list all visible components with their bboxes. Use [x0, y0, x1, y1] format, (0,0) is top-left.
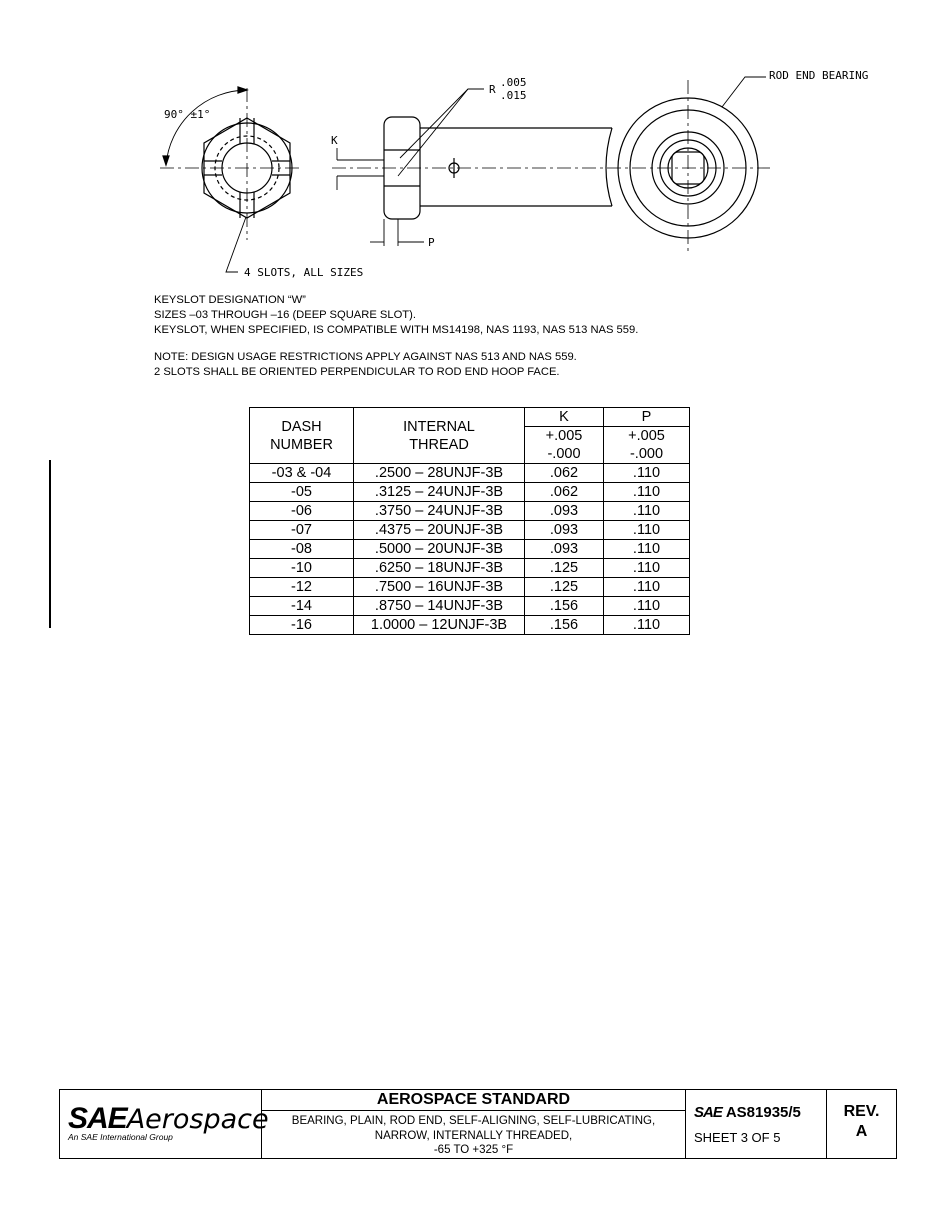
note-line: 2 SLOTS SHALL BE ORIENTED PERPENDICULAR TO ROD END HOOP FACE.: [154, 366, 560, 378]
rod-end-side-view: [332, 77, 770, 252]
radius-label: R: [489, 83, 496, 96]
document-number-cell: [686, 1090, 827, 1158]
note-line: SIZES –03 THROUGH –16 (DEEP SQUARE SLOT).: [154, 309, 416, 321]
sheet-number: SHEET 3 OF 5: [694, 1130, 781, 1145]
p-dimension-label: P: [428, 236, 435, 249]
table-row: -14 .8750 – 14UNJF-3B .156 .110: [250, 597, 690, 616]
restriction-notes: [154, 350, 577, 380]
document-number: SAE AS81935/5: [694, 1104, 801, 1121]
slots-label: 4 SLOTS, ALL SIZES: [244, 266, 364, 279]
table-row: -12 .7500 – 16UNJF-3B .125 .110: [250, 578, 690, 597]
sae-aerospace-logo: SAEAerospace: [68, 1102, 269, 1135]
table-row: -07 .4375 – 20UNJF-3B .093 .110: [250, 521, 690, 540]
p-tolerance: +.005 -.000: [604, 427, 690, 464]
note-line: NOTE: DESIGN USAGE RESTRICTIONS APPLY AGAINST NAS 513 AND NAS 559.: [154, 351, 577, 363]
k-dimension-label: K: [331, 134, 338, 147]
note-line: KEYSLOT DESIGNATION “W”: [154, 294, 306, 306]
radius-max: .005: [500, 76, 527, 89]
k-header: K: [525, 408, 604, 427]
technical-drawing: [0, 0, 950, 290]
k-tolerance: +.005 -.000: [525, 427, 604, 464]
logo-subtitle: An SAE International Group: [68, 1132, 173, 1142]
dimension-table: [249, 407, 690, 635]
note-line: KEYSLOT, WHEN SPECIFIED, IS COMPATIBLE WITH MS14198, NAS 1193, NAS 513 NAS 559.: [154, 324, 639, 336]
table-row: -05 .3125 – 24UNJF-3B .062 .110: [250, 483, 690, 502]
title-cell: [262, 1090, 686, 1158]
standard-title: AEROSPACE STANDARD: [376, 1091, 571, 1108]
table-row: -08 .5000 – 20UNJF-3B .093 .110: [250, 540, 690, 559]
dash-number-header: DASH NUMBER: [250, 408, 354, 464]
table-row: -06 .3750 – 24UNJF-3B .093 .110: [250, 502, 690, 521]
rod-end-label: ROD END BEARING: [769, 69, 869, 82]
keyslot-notes: [154, 293, 638, 338]
radius-min: .015: [500, 89, 527, 102]
revision-cell: [827, 1090, 896, 1158]
logo-cell: [60, 1090, 269, 1158]
table-row: -03 & -04 .2500 – 28UNJF-3B .062 .110: [250, 464, 690, 483]
table-row: -10 .6250 – 18UNJF-3B .125 .110: [250, 559, 690, 578]
angle-callout: 90° ±1°: [164, 108, 211, 121]
revision-change-bar: [49, 460, 51, 628]
standard-description: BEARING, PLAIN, ROD END, SELF-ALIGNING, SELF-LUBRICATING, NARROW, INTERNALLY THREADED, -65 TO +325 °F: [291, 1115, 656, 1156]
internal-thread-header: INTERNAL THREAD: [354, 408, 525, 464]
p-header: P: [604, 408, 690, 427]
table-row: -16 1.0000 – 12UNJF-3B .156 .110: [250, 616, 690, 635]
revision: REV. A: [843, 1103, 880, 1140]
title-block: [59, 1089, 897, 1159]
